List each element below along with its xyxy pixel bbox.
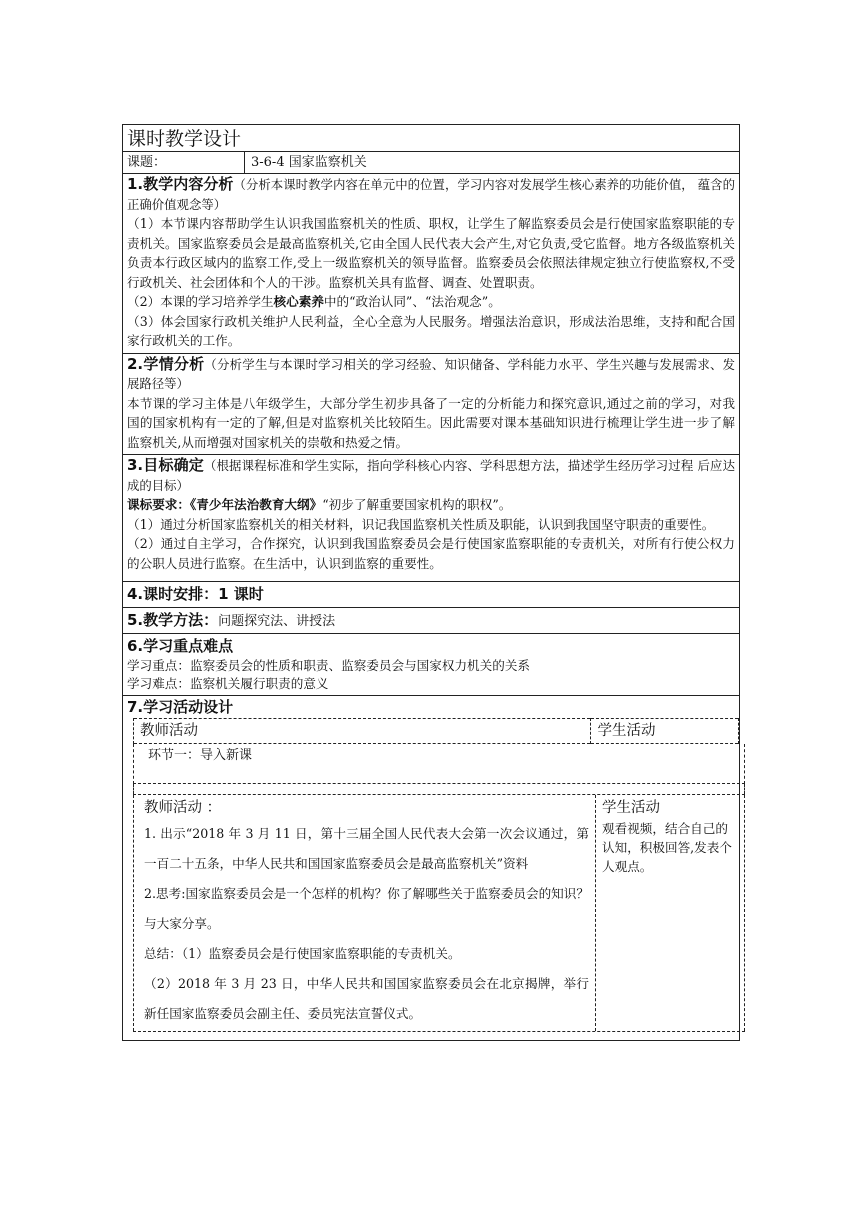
paragraph: （1）通过分析国家监察机关的相关材料，识记我国监察机关性质及职能，认识到我国坚守职责的重要性。 [127,516,715,532]
teacher-step: 2.思考:国家监察委员会是一个怎样的机构？你了解哪些关于监察委员会的知识？与大家分享。 [144,886,589,931]
student-activity-label: 学生活动 [602,800,660,816]
section-note: （根据课程标准和学生实际，指向学科核心内容、学科思想方法，描述学生经历学习过程 后应达成的目标） [127,458,735,493]
section-heading: 2.学情分析 [127,354,205,373]
section-student-analysis [123,354,739,456]
section-goals [123,455,739,582]
activity-header-row [133,718,739,744]
student-activity-text: 观看视频，结合自己的认知，积极回答,发表个人观点。 [602,821,732,874]
paragraph: （1）本节课内容帮助学生认识我国监察机关的性质、职权，让学生了解监察委员会是行使国家监察职能的专责机关。国家监察委员会是最高监察机关,它由全国人民代表大会产生,对它负责,受它监督。地方各级监察机关负责本行政区域内的监察工作,受上一级监察机关的领导监督。监察委员会依照法律规定独立行使监察权,不受行政机关、社会团体和个人的干涉。监察机关具有监督、调查、处置职责。 [127,216,735,290]
paragraph: （2）本课的学习培养学生核心素养中的“政治认同”、“法治观念”。 [127,294,501,309]
student-activity-cell [595,795,745,1031]
page-title: 课时教学设计 [123,124,739,152]
section-heading: 1.教学内容分析 [127,175,234,193]
section-heading: 6.学习重点难点 [127,637,234,655]
student-activity-header: 学生活动 [591,718,738,744]
section-key-points [123,634,739,696]
subject-row [123,152,739,174]
section-content-analysis [123,174,739,354]
section-method [123,608,739,634]
paragraph: 本节课的学习主体是八年级学生，大部分学生初步具备了一定的分析能力和探究意识,通过之前的学习，对我国的国家机构有一定的了解,但是对监察机关比较陌生。因此需要对课本基础知识进行梳理让学生进一步了解监察机关,从而增强对国家机关的崇敬和热爱之情。 [127,395,735,450]
section-heading: 3.目标确定 [127,456,204,474]
section-activity-design [123,696,739,1041]
curriculum-requirement: 课标要求：《青少年法治教育大纲》“初步了解重要国家机构的职权”。 [127,497,512,512]
paragraph: （2）通过自主学习，合作探究，认识到我国监察委员会是行使国家监察职能的专责机关，对所有行使公权力的公职人员进行监察。在生活中，认识到监察的重要性。 [127,536,735,571]
teacher-activity-label: 教师活动 ： [144,800,222,816]
section-heading: 5.教学方法： [127,611,219,629]
section-note: （分析学生与本课时学习相关的学习经验、知识储备、学科能力水平、学生兴趣与发展需求、发展路径等） [127,356,736,391]
subject-label: 课题： [123,152,245,173]
subject-value: 3-6-4 国家监察机关 [251,155,367,170]
stage-one-row: 环节一：导入新课 [133,744,745,784]
lesson-design-table [122,124,740,1041]
difficulty-point: 学习难点：监察机关履行职责的意义 [127,676,329,691]
section-note: （分析本课时教学内容在单元中的位置，学习内容对发展学生核心素养的功能价值， 蕴含的正确价值观念等） [127,177,735,212]
teacher-activity-cell [133,795,595,1031]
teacher-step: 1. 出示“2018 年 3 月 11 日，第十三届全国人民代表大会第一次会议通过，第一百二十五条，中华人民共和国国家监察委员会是最高监察机关”资料 [144,826,589,871]
method-text: 问题探究法、讲授法 [218,614,336,629]
teacher-step: 总结：（1）监察委员会是行使国家监察职能的专责机关。 [144,946,461,961]
core-literacy-text: 核心素养 [273,294,324,309]
section-heading: 7.学习活动设计 [127,698,234,716]
teacher-activity-header: 教师活动 [134,718,590,744]
key-point: 学习重点：监察委员会的性质和职责、监察委员会与国家权力机关的关系 [127,658,530,673]
section-schedule: 4.课时安排：1 课时 [123,582,739,608]
paragraph: （3）体会国家行政机关维护人民利益，全心全意为人民服务。增强法治意识，形成法治思维，支持和配合国家行政机关的工作。 [127,313,735,348]
teacher-step: （2）2018 年 3 月 23 日，中华人民共和国国家监察委员会在北京揭牌，举行新任国家监察委员会副主任、委员宪法宣誓仪式。 [144,976,589,1021]
activity-body-row [133,794,745,1032]
